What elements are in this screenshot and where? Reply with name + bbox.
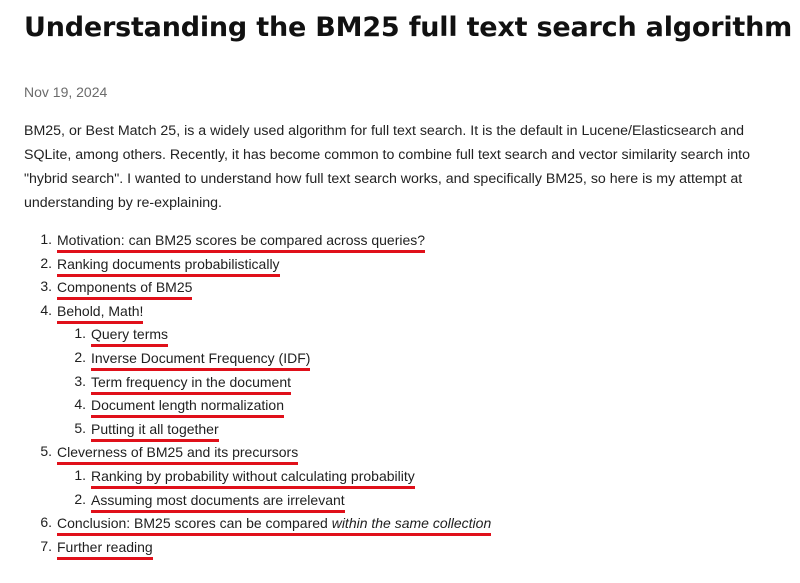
toc-link-cleverness[interactable]: Cleverness of BM25 and its precursors: [57, 443, 298, 465]
toc-subitem-putting-together: [24, 417, 784, 441]
toc-item-components: [24, 275, 784, 299]
toc-number: 6.: [40, 514, 52, 531]
toc-number: 2.: [74, 348, 86, 365]
toc-subitem-idf: [24, 346, 784, 370]
toc-number: 4.: [40, 301, 52, 318]
toc-number: 1.: [74, 325, 86, 342]
toc-link-components[interactable]: Components of BM25: [57, 278, 192, 300]
toc-number: 3.: [74, 372, 86, 389]
toc-subitem-ranking-by-probability: [24, 464, 784, 488]
toc-link-term-frequency[interactable]: Term frequency in the document: [91, 373, 291, 395]
toc-subitem-length-normalization: [24, 393, 784, 417]
toc-number: 3.: [40, 278, 52, 295]
toc-number: 7.: [40, 537, 52, 554]
toc-number: 1.: [40, 231, 52, 247]
publish-date: Nov 19, 2024: [24, 84, 108, 100]
toc-link-putting-together[interactable]: Putting it all together: [91, 420, 219, 442]
toc-link-motivation[interactable]: Motivation: can BM25 scores be compared across queries?: [57, 231, 425, 253]
toc-item-behold-math: [24, 299, 784, 323]
toc-link-ranking-by-probability[interactable]: Ranking by probability without calculating probability: [91, 467, 415, 489]
conclusion-label-prefix: Conclusion: BM25 scores can be compared: [57, 515, 332, 532]
toc-number: 5.: [40, 443, 52, 460]
table-of-contents: [24, 228, 784, 558]
conclusion-label-emphasis: within the same collection: [331, 515, 492, 532]
intro-paragraph: BM25, or Best Match 25, is a widely used algorithm for full text search. It is the default in Lucene/Elasticsearch and SQLite, among others. Recently, it has become common to combine full text search and vector similarity search into "hybrid search". I wanted to understand how full text search works, and specifically BM25, so here is my attempt at understanding by re-explaining.: [24, 123, 750, 211]
toc-item-ranking-probabilistically: [24, 252, 784, 276]
toc-link-length-normalization[interactable]: Document length normalization: [91, 396, 284, 418]
toc-link-conclusion[interactable]: [57, 514, 491, 536]
toc-link-behold-math[interactable]: Behold, Math!: [57, 302, 143, 324]
toc-item-conclusion: [24, 511, 784, 535]
toc-item-motivation: [24, 228, 784, 252]
page-title: Understanding the BM25 full text search algorithm: [24, 12, 793, 43]
toc-link-ranking-probabilistically[interactable]: Ranking documents probabilistically: [57, 255, 280, 277]
toc-number: 2.: [74, 490, 86, 507]
toc-link-idf[interactable]: Inverse Document Frequency (IDF): [91, 349, 310, 371]
toc-number: 5.: [74, 419, 86, 436]
toc-subitem-term-frequency: [24, 370, 784, 394]
toc-item-further-reading: [24, 535, 784, 559]
toc-link-irrelevant-documents[interactable]: Assuming most documents are irrelevant: [91, 491, 345, 513]
toc-link-further-reading[interactable]: Further reading: [57, 538, 153, 560]
toc-link-query-terms[interactable]: Query terms: [91, 325, 168, 347]
toc-item-cleverness: [24, 440, 784, 464]
toc-subitem-query-terms: [24, 322, 784, 346]
toc-number: 4.: [74, 396, 86, 413]
toc-subitem-irrelevant-documents: [24, 488, 784, 512]
toc-number: 1.: [74, 466, 86, 483]
toc-number: 2.: [40, 254, 52, 271]
